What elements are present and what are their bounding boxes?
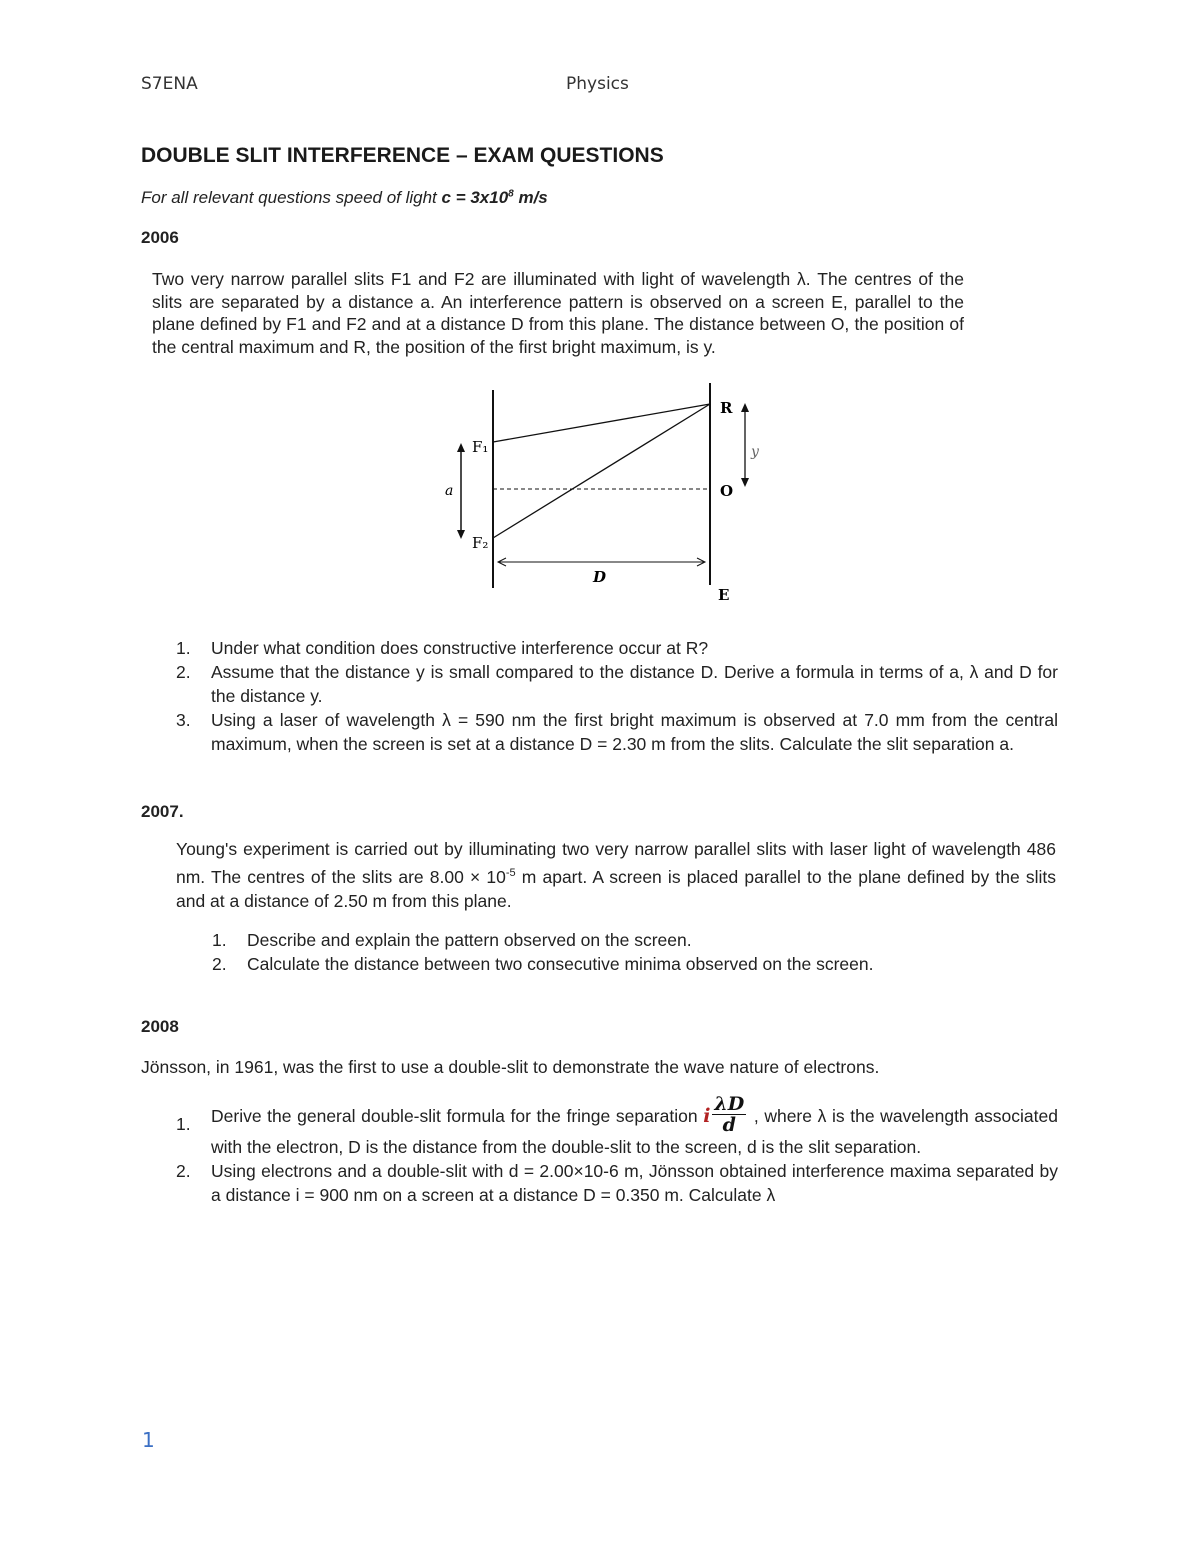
label-o: O xyxy=(720,482,734,500)
intro-2008: Jönsson, in 1961, was the first to use a double-slit to demonstrate the wave nature of electrons. xyxy=(141,1057,880,1077)
double-slit-diagram xyxy=(440,380,780,605)
label-a: a xyxy=(445,483,454,499)
questions-2006 xyxy=(176,636,1058,756)
question-item: 3. Using a laser of wavelength λ = 590 nm the first bright maximum is observed at 7.0 mm from the central maximum, when the screen is set at a distance D = 2.30 m from the slits. Calculate the slit separation a. xyxy=(176,710,1058,754)
label-f1: F₁ xyxy=(472,438,489,456)
speed-of-light-note xyxy=(141,188,548,208)
label-d: D xyxy=(593,568,607,586)
questions-2008 xyxy=(176,1093,1058,1207)
page-number: 1 xyxy=(142,1428,155,1452)
questions-2007 xyxy=(212,928,1057,976)
question-item: 2. Assume that the distance y is small compared to the distance D. Derive a formula in terms of a, λ and D for the distance y. xyxy=(176,662,1058,706)
question-item: 1. Derive the general double-slit formula for the fringe separation i $\frac{\lambda D}{d}$ , where λ is the wavelength associated with the electron, D is the distance from the double-slit to the screen, d is the slit separation. xyxy=(176,1093,1058,1157)
year-2006: 2006 xyxy=(141,228,179,247)
question-item: 1. Describe and explain the pattern observed on the screen. xyxy=(212,930,692,950)
year-2008: 2008 xyxy=(141,1017,179,1036)
page-title: DOUBLE SLIT INTERFERENCE – EXAM QUESTIONS xyxy=(141,144,664,167)
intro-2006: Two very narrow parallel slits F1 and F2 are illuminated with light of wavelength λ. The centres of the slits are separated by a distance a. An interference pattern is observed on a screen E, parallel to the plane defined by F1 and F2 and at a distance D from this plane. The distance between O, the position of the central maximum and R, the position of the first bright maximum, is y. xyxy=(152,269,964,357)
intro-2007: Young's experiment is carried out by illuminating two very narrow parallel slits with laser light of wavelength 486 nm. The centres of the slits are $8.00 \times 10^{-5}$ m apart. A screen is placed parallel to the plane defined by the slits and at a distance of 2.50 m from this plane. xyxy=(176,839,1056,911)
question-item: 1. Under what condition does constructive interference occur at R? xyxy=(176,638,709,658)
ray-f2-r xyxy=(493,404,710,538)
note-text: For all relevant questions speed of light xyxy=(141,188,442,207)
fringe-symbol: i xyxy=(703,1105,711,1128)
label-y: y xyxy=(751,444,759,460)
header-left: S7ENA xyxy=(141,74,198,94)
label-f2: F₂ xyxy=(472,534,489,552)
year-2007: 2007. xyxy=(141,802,184,821)
question-item: 2. Using electrons and a double-slit with d = 2.00×10-6 m, Jönsson obtained interference maxima separated by a distance i = 900 nm on a screen at a distance D = 0.350 m. Calculate λ xyxy=(176,1161,1058,1205)
label-r: R xyxy=(720,399,733,417)
question-item: 2. Calculate the distance between two consecutive minima observed on the screen. xyxy=(212,954,874,974)
note-formula: $c = 3x10^8$ m/s xyxy=(441,188,548,207)
ray-f1-r xyxy=(493,404,710,442)
header-subject: Physics xyxy=(566,74,629,94)
fringe-formula: $\frac{\lambda D}{d}$ xyxy=(714,1093,745,1136)
label-e: E xyxy=(718,586,730,604)
